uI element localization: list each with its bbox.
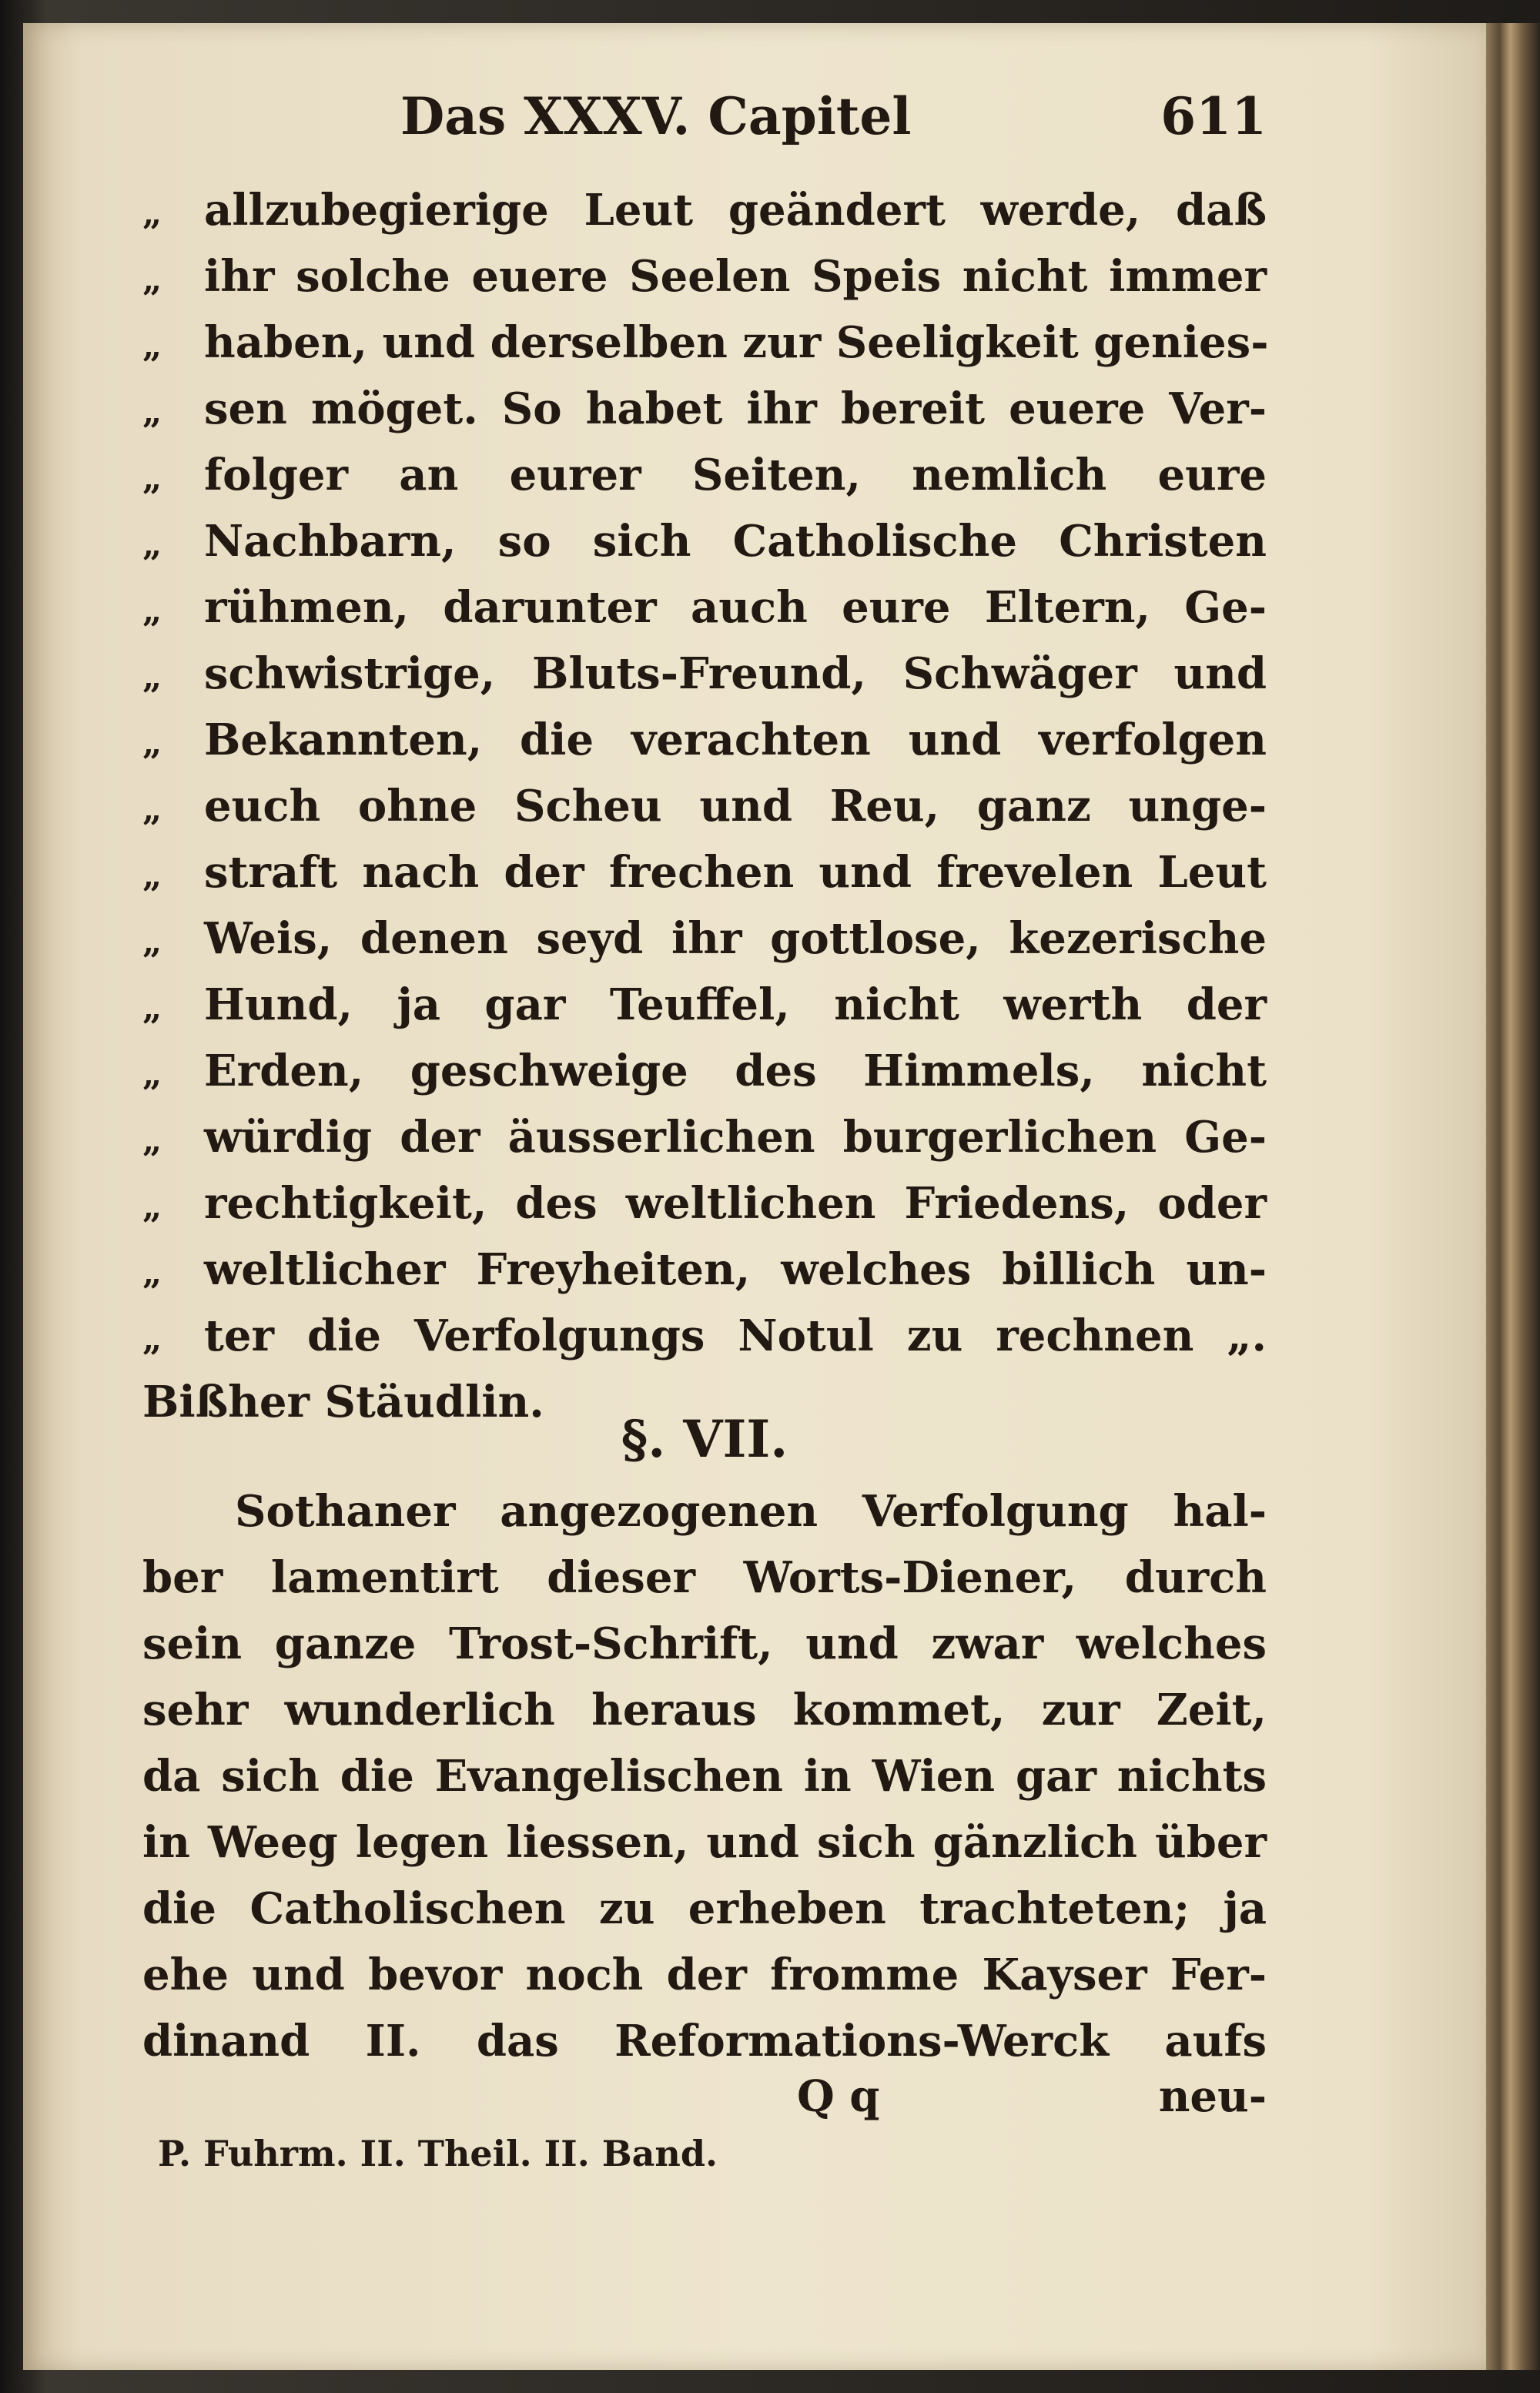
quoted-line: „ folger an eurer Seiten, nemlich eure: [142, 450, 1267, 500]
quote-mark: „: [142, 1121, 162, 1160]
quote-mark: „: [142, 194, 162, 233]
quoted-line: „ Weis, denen seyd ihr gottlose, kezerische: [142, 913, 1267, 964]
quoted-line: „ ihr solche euere Seelen Speis nicht immer: [142, 251, 1267, 302]
page-number: 611: [1160, 86, 1267, 146]
paragraph-line: ehe und bevor noch der fromme Kayser Fer-: [142, 1950, 1267, 2000]
quoted-line: „ ter die Verfolgungs Notul zu rechnen „.: [142, 1310, 1267, 1361]
book-binding-edge: [1486, 23, 1540, 2370]
quoted-line: „ würdig der äusserlichen burgerlichen Ge-: [142, 1112, 1267, 1163]
paragraph-line: da sich die Evangelischen in Wien gar nichts: [142, 1751, 1267, 1802]
paragraph-line: Sothaner angezogenen Verfolgung hal-: [235, 1486, 1267, 1537]
catchword: neu-: [1158, 2071, 1267, 2122]
signature-mark: Q q: [797, 2071, 880, 2122]
page-footer: [142, 0, 1267, 2393]
quoted-line: „ sen möget. So habet ihr bereit euere Ver-: [142, 383, 1267, 434]
quote-mark: „: [142, 591, 162, 631]
quote-mark: „: [142, 922, 162, 962]
quote-mark: „: [142, 326, 162, 366]
paragraph-line: ber lamentirt dieser Worts-Diener, durch: [142, 1552, 1267, 1603]
quoted-line: „ allzubegierige Leut geändert werde, daß: [142, 185, 1267, 236]
quote-mark: „: [142, 393, 162, 432]
quoted-line: „ euch ohne Scheu und Reu, ganz unge-: [142, 781, 1267, 832]
paragraph-line: sehr wunderlich heraus kommet, zur Zeit,: [142, 1685, 1267, 1735]
quote-mark: „: [142, 1320, 162, 1359]
quoted-line: „ Hund, ja gar Teuffel, nicht werth der: [142, 979, 1267, 1030]
quoted-line: „ straft nach der frechen und frevelen Leut: [142, 847, 1267, 898]
quote-mark: „: [142, 856, 162, 895]
quoted-line: „ Erden, geschweige des Himmels, nicht: [142, 1046, 1267, 1096]
quoted-line: „ Nachbarn, so sich Catholische Christen: [142, 516, 1267, 567]
paragraph-line: in Weeg legen liessen, und sich gänzlich über: [142, 1817, 1267, 1868]
quote-mark: „: [142, 989, 162, 1028]
quote-mark: „: [142, 1187, 162, 1227]
quoted-line: „ haben, und derselben zur Seeligkeit genies-: [142, 317, 1269, 368]
quote-mark: „: [142, 1253, 162, 1293]
quoted-line: „ weltlicher Freyheiten, welches billich un-: [142, 1244, 1267, 1295]
paragraph-line: die Catholischen zu erheben trachteten; ja: [142, 1883, 1267, 1934]
quote-mark: „: [142, 1055, 162, 1094]
printer-imprint: P. Fuhrm. II. Theil. II. Band.: [158, 2133, 718, 2174]
chapter-title: Das XXXV. Capitel: [400, 86, 912, 146]
closing-line: Bißher Stäudlin.: [142, 1377, 544, 1427]
quote-mark: „: [142, 790, 162, 829]
quoted-line: „ Bekannten, die verachten und verfolgen: [142, 715, 1267, 765]
paragraph-line: sein ganze Trost-Schrift, und zwar welches: [142, 1618, 1267, 1669]
quote-mark: „: [142, 459, 162, 498]
quote-mark: „: [142, 724, 162, 763]
quoted-line: „ rühmen, darunter auch eure Eltern, Ge-: [142, 582, 1267, 633]
quote-mark: „: [142, 525, 162, 564]
quote-mark: „: [142, 658, 162, 697]
quoted-line: „ schwistrige, Bluts-Freund, Schwäger und: [142, 648, 1267, 699]
paragraph-line: dinand II. das Reformations-Werck aufs: [142, 2016, 1267, 2067]
quoted-line: „ rechtigkeit, des weltlichen Friedens, oder: [142, 1178, 1267, 1229]
quote-mark: „: [142, 260, 162, 300]
section-heading: §. VII.: [621, 1409, 788, 1469]
